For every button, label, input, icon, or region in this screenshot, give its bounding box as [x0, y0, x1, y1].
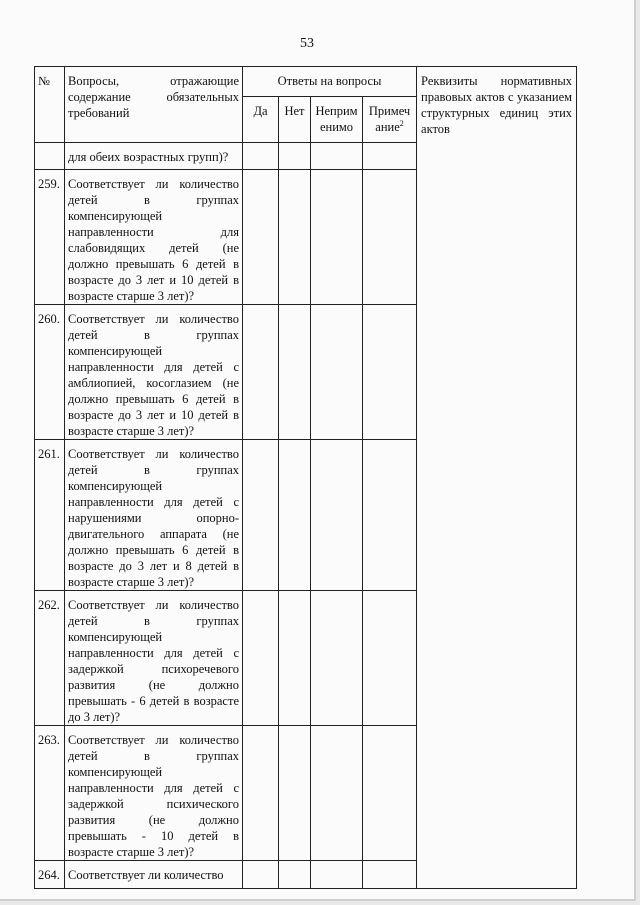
- row-number: 261.: [35, 440, 65, 591]
- header-note-text: Примеч ание: [368, 104, 411, 134]
- answer-note-cell[interactable]: [363, 305, 417, 440]
- answer-note-cell[interactable]: [363, 726, 417, 861]
- page-number: 53: [300, 36, 314, 51]
- row-number: 263.: [35, 726, 65, 861]
- answer-na-cell[interactable]: [311, 861, 363, 889]
- row-question: Соответствует ли количество детей в группах компенсирующей направленности для детей с задержкой психоречевого развития (не должно превышать - 6 детей в возрасте до 3 лет)?: [65, 591, 243, 726]
- header-num: №: [35, 67, 65, 143]
- requirements-table: [34, 66, 577, 889]
- row-number: 259.: [35, 170, 65, 305]
- answer-na-cell[interactable]: [311, 143, 363, 170]
- row-number: 260.: [35, 305, 65, 440]
- header-questions: Вопросы, отражающие содержание обязательных требований: [65, 67, 243, 143]
- row-number: 262.: [35, 591, 65, 726]
- row-question: для обеих возрастных групп)?: [65, 143, 243, 170]
- answer-yes-cell[interactable]: [243, 440, 279, 591]
- row-question: Соответствует ли количество детей в группах компенсирующей направленности для детей с нарушениями опорно-двигательного аппарата (не должно превышать 6 детей в возрасте до 3 лет и 8 детей в возрасте старше 3 лет)?: [65, 440, 243, 591]
- header-note-footnote: 2: [399, 118, 404, 128]
- answer-note-cell[interactable]: [363, 143, 417, 170]
- answer-note-cell[interactable]: [363, 440, 417, 591]
- answer-na-cell[interactable]: [311, 170, 363, 305]
- answer-yes-cell[interactable]: [243, 861, 279, 889]
- answer-no-cell[interactable]: [279, 726, 311, 861]
- answer-yes-cell[interactable]: [243, 170, 279, 305]
- answer-note-cell[interactable]: [363, 170, 417, 305]
- answer-note-cell[interactable]: [363, 861, 417, 889]
- answer-na-cell[interactable]: [311, 440, 363, 591]
- row-question: Соответствует ли количество: [65, 861, 243, 889]
- answer-no-cell[interactable]: [279, 861, 311, 889]
- row-number: 264.: [35, 861, 65, 889]
- answer-na-cell[interactable]: [311, 591, 363, 726]
- header-not-applicable: Неприм енимо: [311, 97, 363, 143]
- header-row: [35, 67, 577, 97]
- answer-no-cell[interactable]: [279, 305, 311, 440]
- header-requisites: Реквизиты нормативных правовых актов с указанием структурных единиц этих актов: [417, 67, 577, 889]
- header-yes: Да: [243, 97, 279, 143]
- header-answers: Ответы на вопросы: [243, 67, 417, 97]
- answer-no-cell[interactable]: [279, 440, 311, 591]
- answer-no-cell[interactable]: [279, 143, 311, 170]
- header-note: [363, 97, 417, 143]
- answer-na-cell[interactable]: [311, 305, 363, 440]
- row-question: Соответствует ли количество детей в группах компенсирующей направленности для детей с амблиопией, косоглазием (не должно превышать 6 детей в возрасте до 3 лет и 10 детей в возрасте старше 3 лет)?: [65, 305, 243, 440]
- answer-yes-cell[interactable]: [243, 143, 279, 170]
- answer-yes-cell[interactable]: [243, 726, 279, 861]
- answer-no-cell[interactable]: [279, 170, 311, 305]
- row-question: Соответствует ли количество детей в группах компенсирующей направленности для детей с задержкой психического развития (не должно превышать - 10 детей в возрасте старше 3 лет)?: [65, 726, 243, 861]
- answer-na-cell[interactable]: [311, 726, 363, 861]
- row-number: [35, 143, 65, 170]
- answer-note-cell[interactable]: [363, 591, 417, 726]
- answer-yes-cell[interactable]: [243, 305, 279, 440]
- header-no: Нет: [279, 97, 311, 143]
- row-question: Соответствует ли количество детей в группах компенсирующей направленности для слабовидящих детей (не должно превышать 6 детей в возрасте до 3 лет и 10 детей в возрасте старше 3 лет)?: [65, 170, 243, 305]
- answer-yes-cell[interactable]: [243, 591, 279, 726]
- answer-no-cell[interactable]: [279, 591, 311, 726]
